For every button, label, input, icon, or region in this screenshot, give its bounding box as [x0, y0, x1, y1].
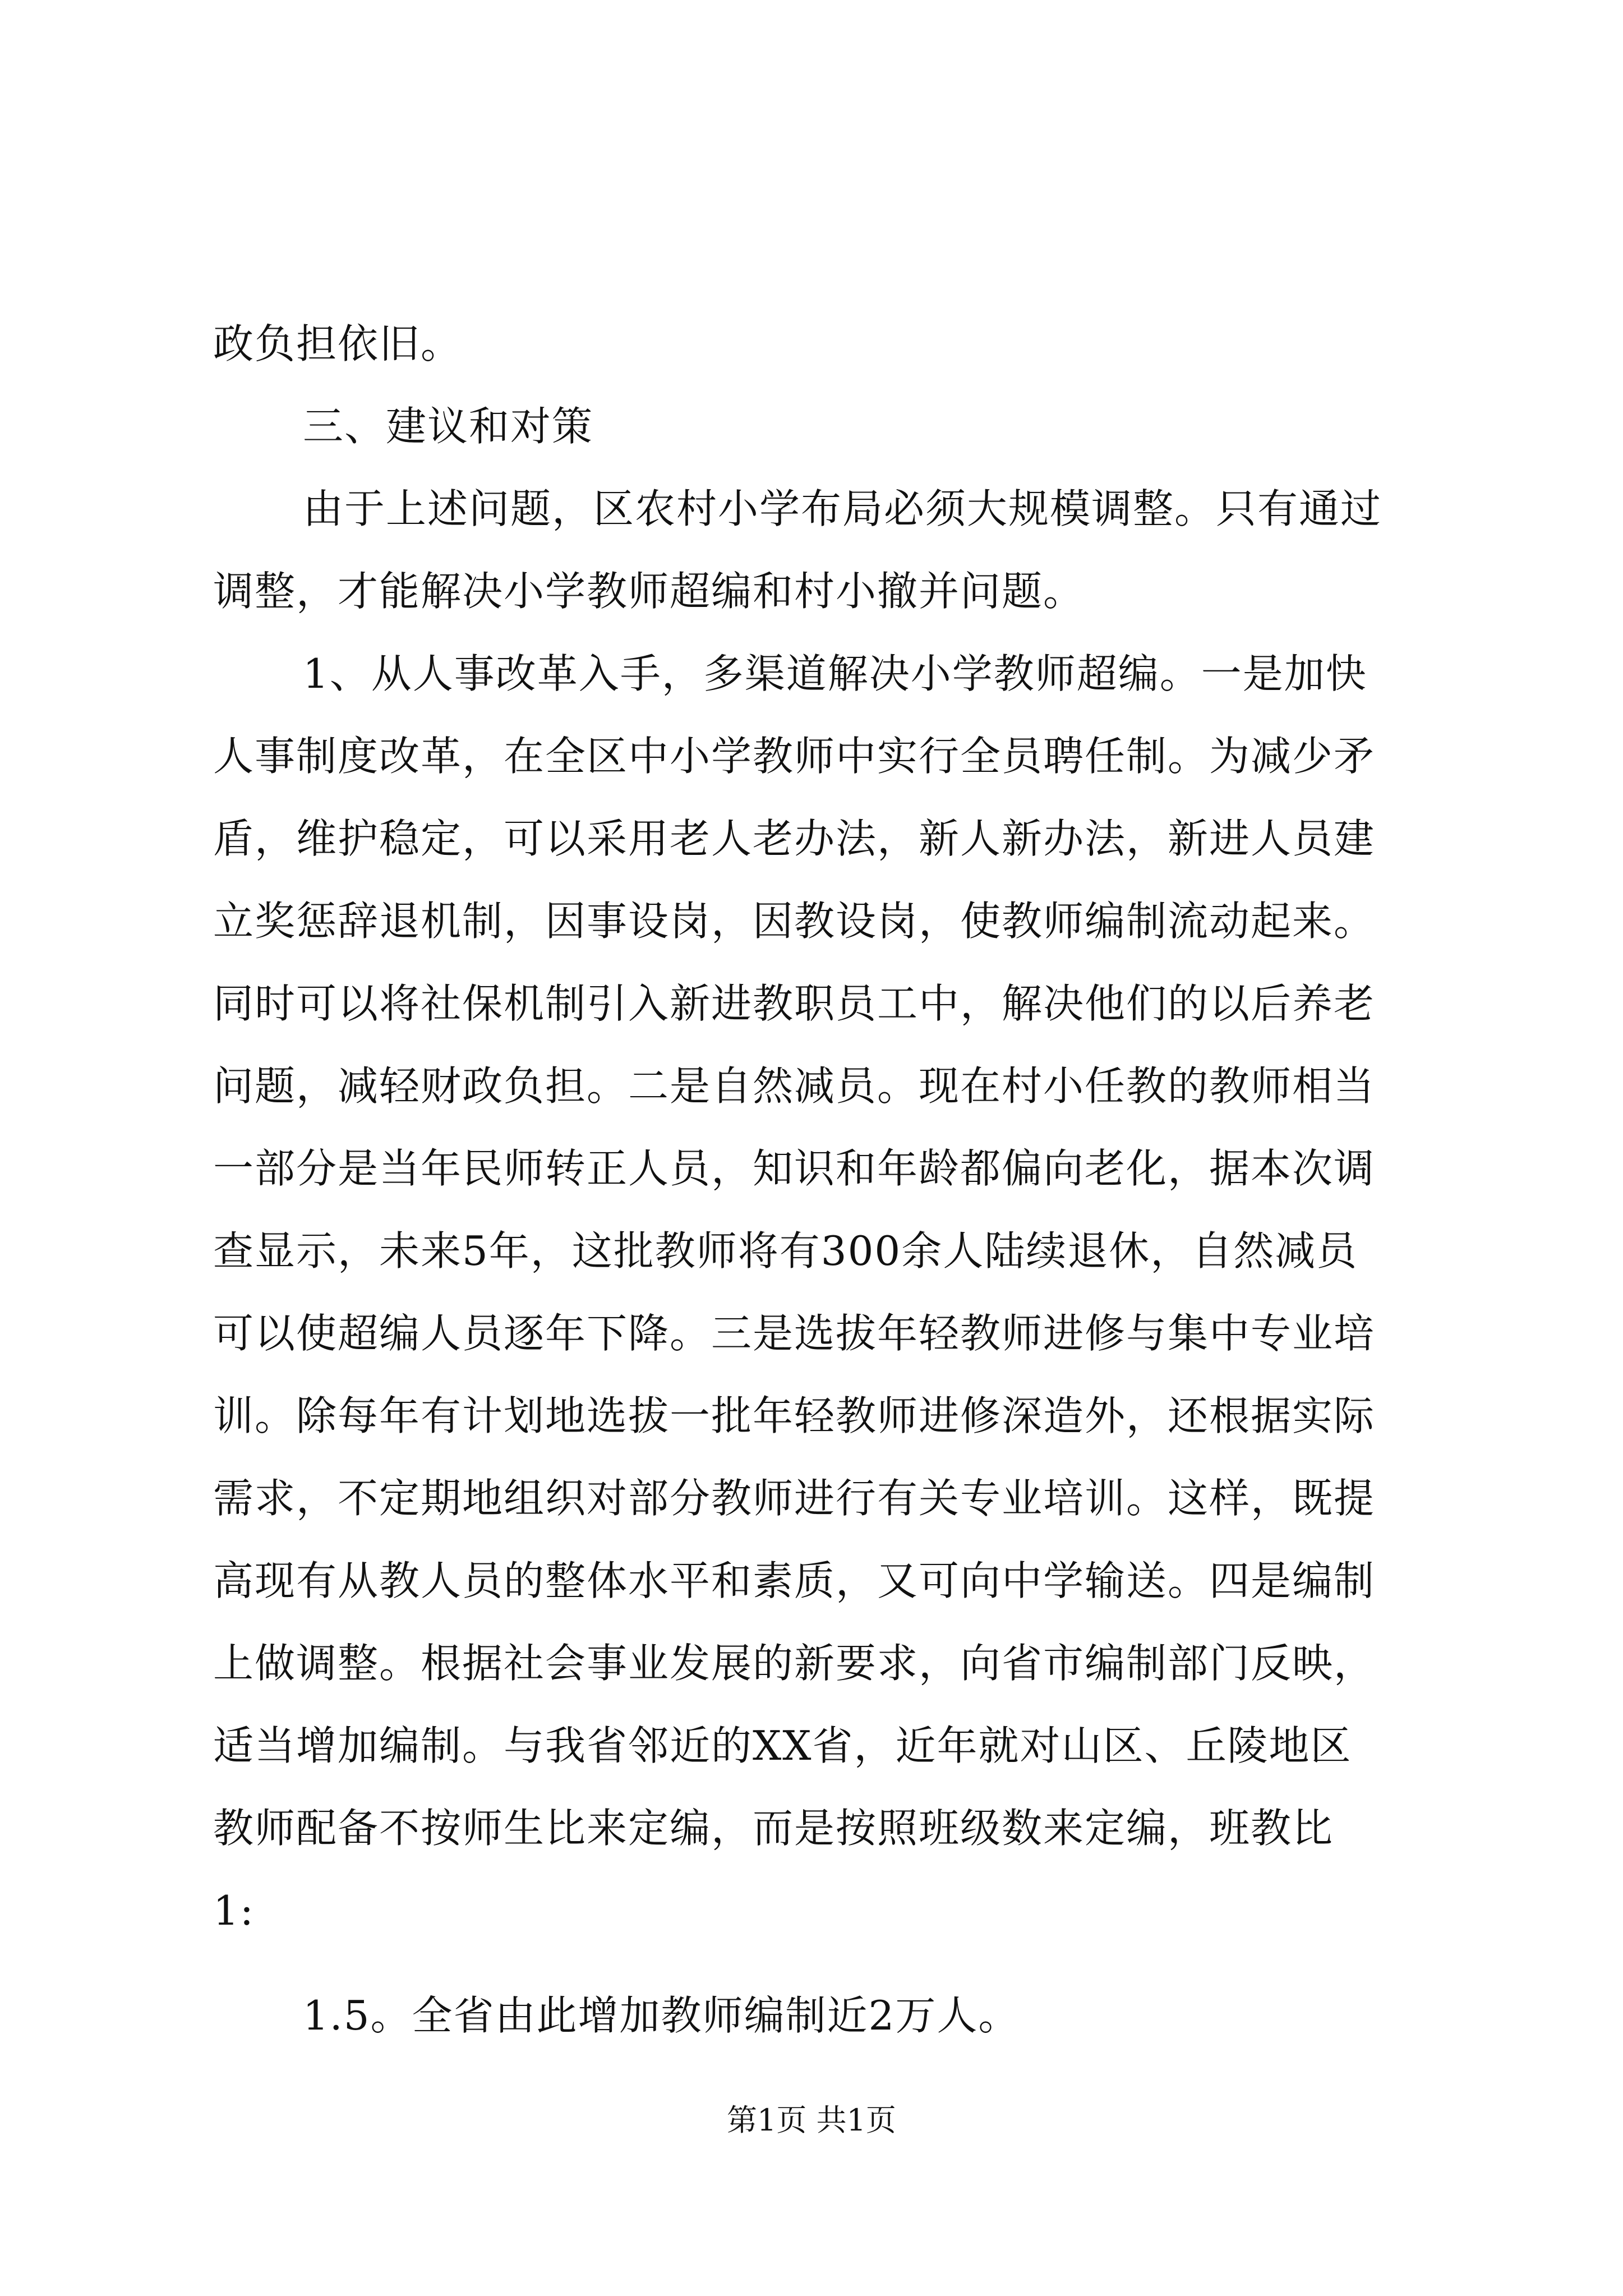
- document-body: [213, 303, 1413, 2057]
- text-line: 需求，不定期地组织对部分教师进行有关专业培训。这样，既提: [213, 1475, 1376, 1522]
- text-line: 查显示，未来5年，这批教师将有300余人陆续退休，自然减员: [213, 1227, 1358, 1274]
- text-line: 高现有从教人员的整体水平和素质，又可向中学输送。四是编制: [213, 1557, 1376, 1604]
- text-line: 问题，减轻财政负担。二是自然减员。现在村小任教的教师相当: [213, 1062, 1376, 1110]
- text-line: 训。除每年有计划地选拔一批年轻教师进修深造外，还根据实际: [213, 1392, 1376, 1439]
- text-line: 盾，维护稳定，可以采用老人老办法，新人新办法，新进人员建: [213, 815, 1376, 862]
- text-line: 人事制度改革，在全区中小学教师中实行全员聘任制。为减少矛: [213, 733, 1376, 780]
- text-line: 立奖惩辞退机制，因事设岗，因教设岗，使教师编制流动起来。: [213, 898, 1376, 945]
- text-line: 1.5。全省由此增加教师编制近2万人。: [303, 1992, 1020, 2039]
- text-line: 适当增加编制。与我省邻近的XX省，近年就对山区、丘陵地区: [213, 1722, 1352, 1769]
- text-line: 政负担依旧。: [213, 320, 463, 367]
- section-heading: 三、建议和对策: [303, 403, 594, 450]
- text-line: 可以使超编人员逐年下降。三是选拔年轻教师进修与集中专业培: [213, 1310, 1376, 1357]
- text-line: 1:: [213, 1887, 255, 1934]
- text-line: 上做调整。根据社会事业发展的新要求，向省市编制部门反映，: [213, 1640, 1376, 1687]
- text-line: 1、从人事改革入手，多渠道解决小学教师超编。一是加快: [303, 650, 1367, 697]
- text-line: 一部分是当年民师转正人员，知识和年龄都偏向老化，据本次调: [213, 1145, 1376, 1192]
- text-line: 调整，才能解决小学教师超编和村小撤并问题。: [213, 568, 1085, 615]
- text-line: 教师配备不按师生比来定编，而是按照班级数来定编，班教比: [213, 1805, 1334, 1852]
- text-line: 同时可以将社保机制引入新进教职员工中，解决他们的以后养老: [213, 980, 1376, 1027]
- page-footer: 第1页 共1页: [727, 2102, 896, 2138]
- text-line: 由于上述问题，区农村小学布局必须大规模调整。只有通过: [303, 485, 1382, 532]
